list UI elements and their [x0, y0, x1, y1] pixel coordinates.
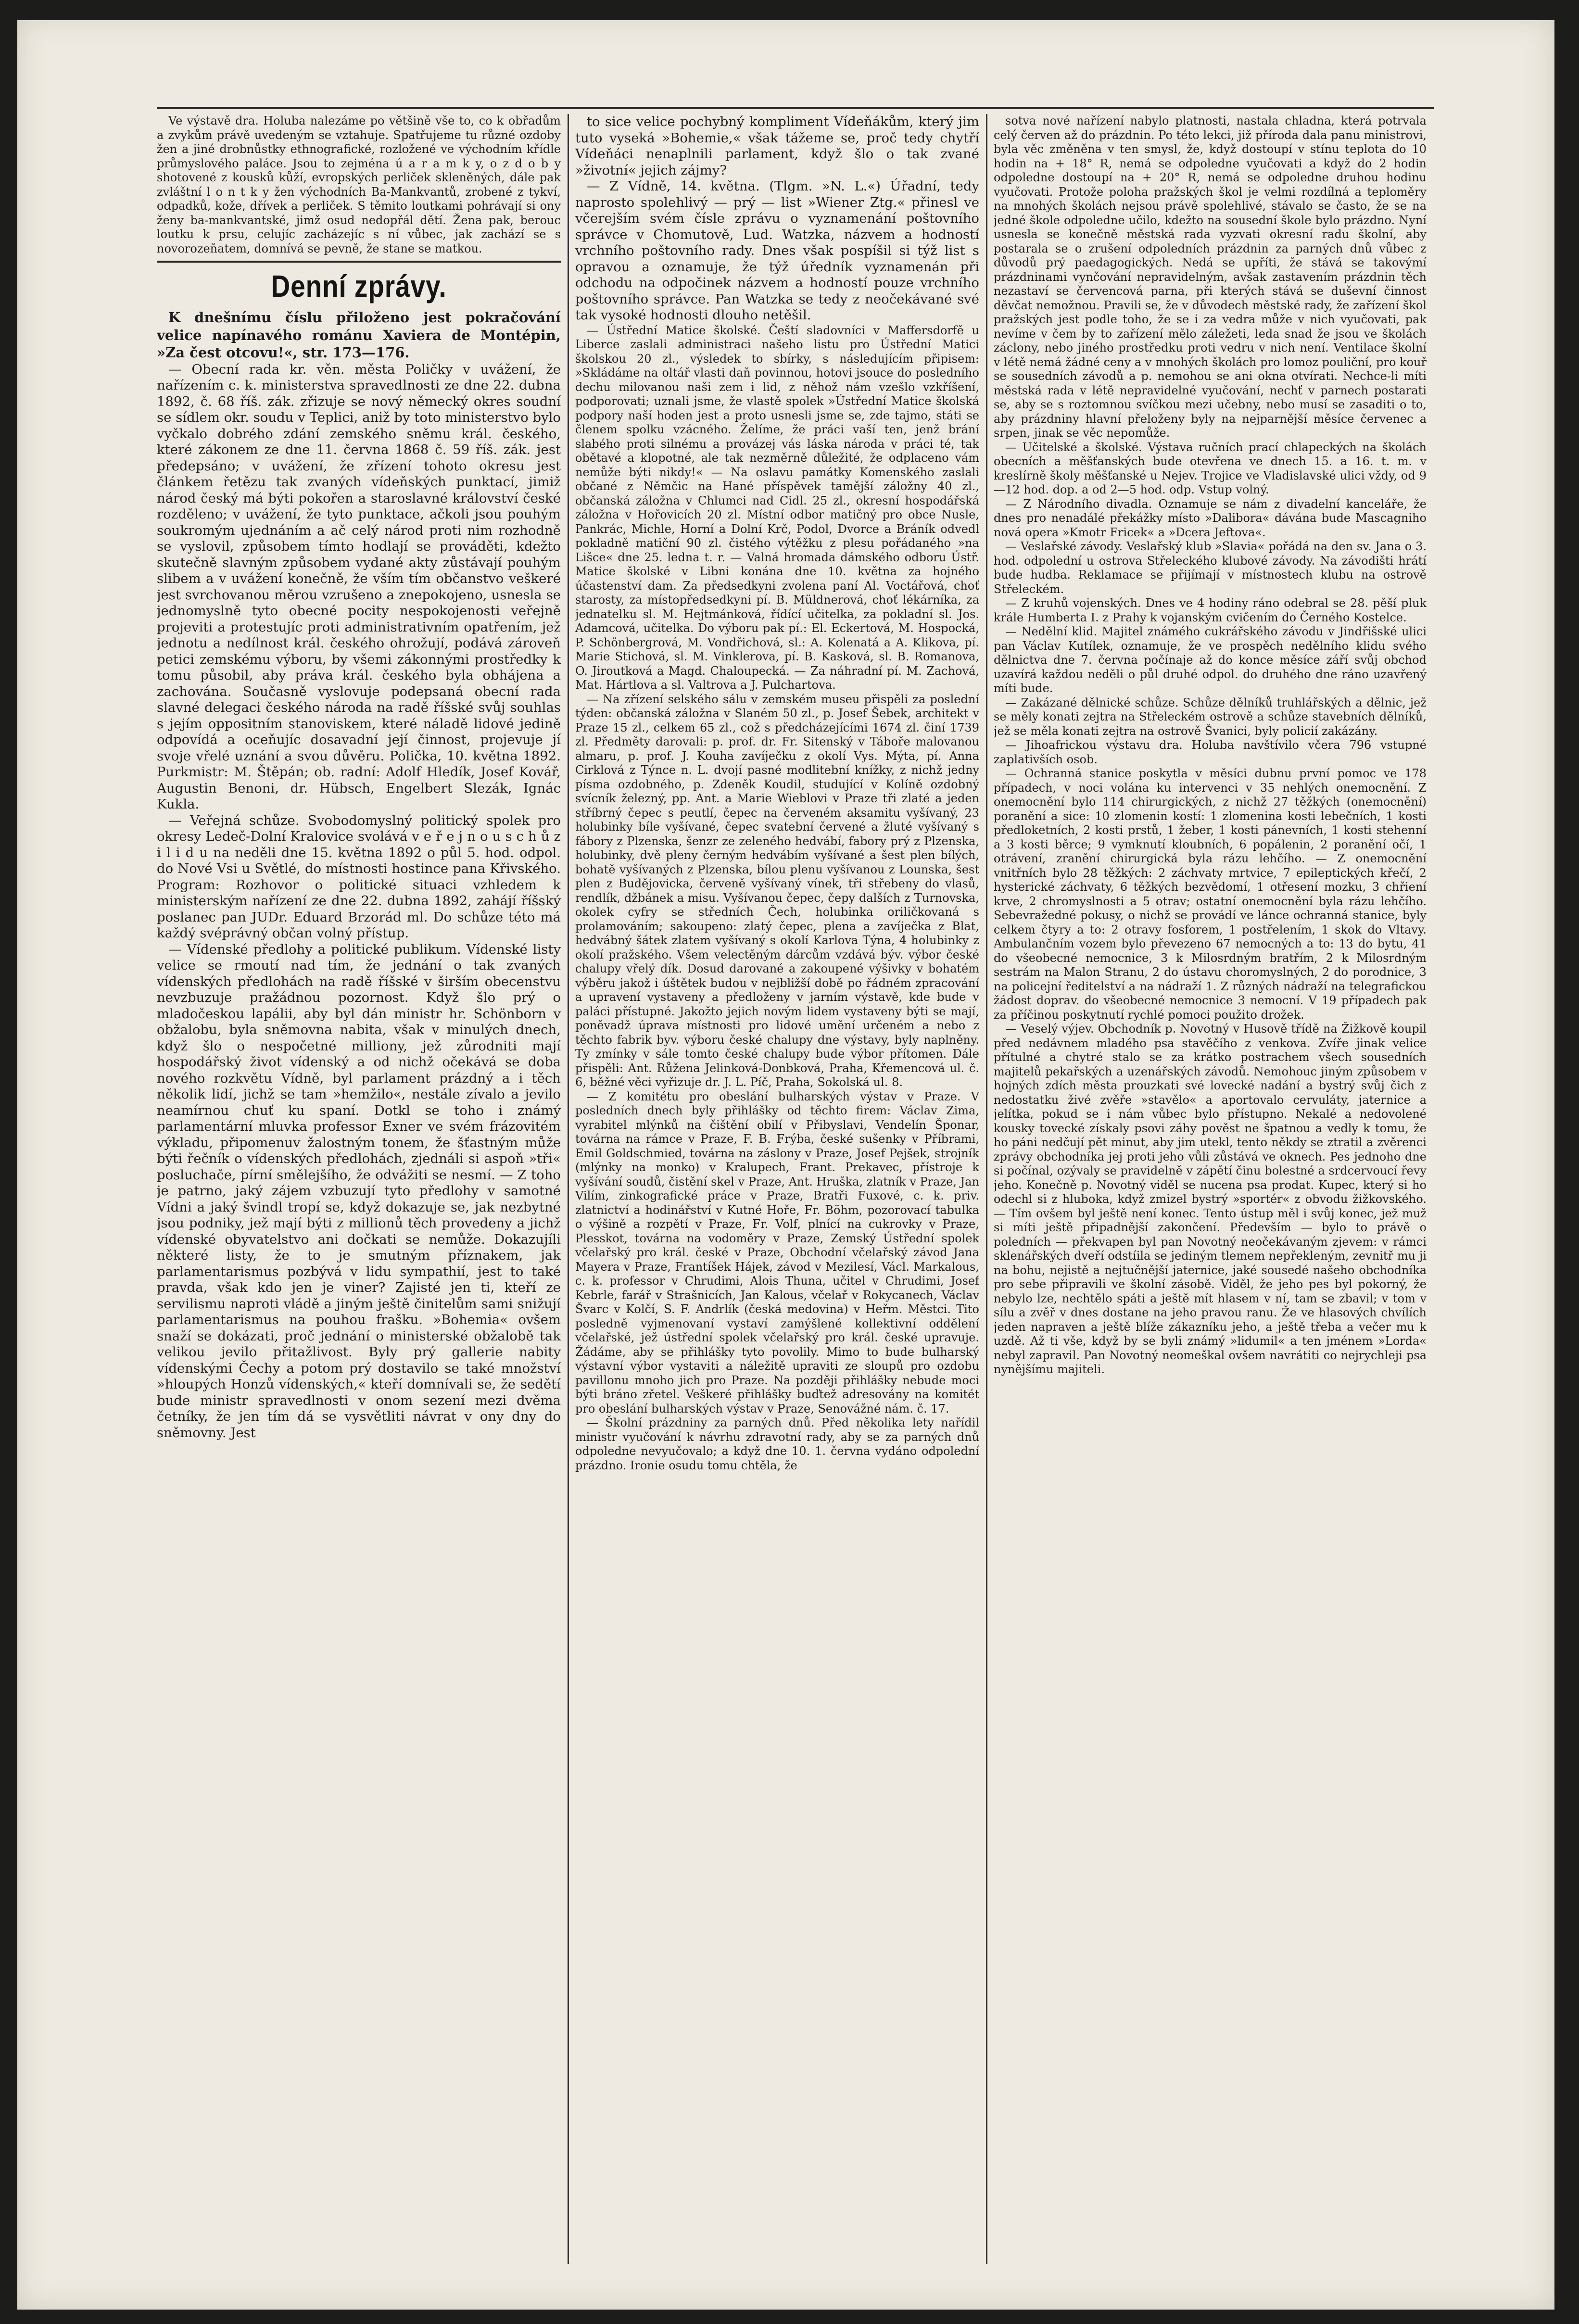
- paragraph: to sice velice pochybný kompliment Vídeňákům, který jim tuto vyseká »Bohemie,« však tážeme se, proč tedy chytří Vídeňáci nenaplnili parlament, když šlo o tak zvané »životní« jejich zájmy?: [575, 114, 979, 178]
- paragraph: — Veslařské závody. Veslařský klub »Slavia« pořádá na den sv. Jana o 3. hod. odpolední u ostrova Střeleckého klubové závody. Na závodišti hrátí bude hudba. Reklamace se přijímají v místnostech klubu na ostrově Střeleckém.: [994, 540, 1427, 596]
- paragraph: — Zakázané dělnické schůze. Schůze dělníků truhlářských a dělnic, jež se měly konati zejtra na Střeleckém ostrově a schůze stavebních dělníků, jež se měla konati zejtra na ostrově Švanici, byly policií zakázány.: [994, 695, 1427, 738]
- paragraph: — Školní prázdniny za parných dnů. Před několika lety nařídil ministr vyučování k návrhu zdravotní rady, aby se za parných dnů odpoledne nevyučovalo; a když dne 10. 1. června vydáno odpolední prázdno. Ironie osudu tomu chtěla, že: [575, 1416, 979, 1472]
- top-rule: [157, 107, 1434, 109]
- paragraph: — Z Národního divadla. Oznamuje se nám z divadelní kanceláře, že dnes pro nenadálé překážky místo »Dalibora« dávána bude Mascagniho nová opera »Kmotr Fricek« a »Dcera Jeftova«.: [994, 497, 1427, 539]
- column-divider: [568, 114, 569, 2264]
- paragraph: — Na zřízení selského sálu v zemském museu přispěli za poslední týden: občanská záložna v Slaném 50 zl., p. Josef Šebek, architekt v Praze 15 zl., celkem 65 zl., což s předcházejícími 1674 zl. činí 1739 zl. Předměty darovali: p. prof. dr. Fr. Sitenský v Táboře malovanou almaru, p. prof. J. Kouha zavíječku z okolí Vys. Mýta, pí. Anna Cirklová z Týnce n. L. dvojí pasné modlitební knížky, z nichž jedny písma ozdobného, p. Zdeněk Koudil, studující v Kolíně ozdobný svícník železný, pp. Ant. a Marie Wieblovi v Praze tři zlaté a jeden stříbrný čepec s peutlí, čepec na červeném aksamitu vyšívaný, 23 holubinky bíle vyšívané, čepec svatební červené a žluté vyšívaný s fábory z Plzenska, šenzr ze zeleného hedvábí, fabory prý z Plzenska, holubinky, dvě pleny černým hedvábím vyšívané a šest plen bílých, bohatě vyšívaných z Plzenska, bílou plenu vyšívanou z Lounska, šest plen z Budějovicka, červeně vyšívaný vínek, tři střebeny do vlasů, rendlík, džbánek a misu. Vyšívanou čepec, čepy dalších z Turnovska, okolek cyfry se středních Čech, holubinka oriličkovaná s prolamováním; sakoupeno: zlatý čepec, plena a zavíječka z Blat, hedvábný šátek zlatem vyšívaný s okolí Karlova Týna, 4 holubinky z okolí pražského. Všem velectěným dárcům vzdává býv. výbor české chalupy vřelý dík. Dosud darované a zakoupené výšivky v bohatém výběru jakož i úštětek budou v nejbližší době po řádném zpracování a upravení vystaveny a předloženy v jarním výstavě, kde bude v paláci přístupné. Jakožto jejich novým lidem vystaveny býti se mají, poněvadž úprava místnosti pro lidové umění určeném a nebo z těchto fabrik byv. výboru české chalupy dne výstavy, byly naplněny. Ty zmínky v sále tomto české chalupy bude výbor přítomen. Dále přispěli: Ant. Růžena Jelinková-Donbková, Praha, Křemencová ul. č. 6, běžné věci vyřizuje dr. J. L. Píč, Praha, Sokolská ul. 8.: [575, 692, 979, 1089]
- newspaper-page: [17, 15, 1554, 2310]
- paragraph: — Z kruhů vojenských. Dnes ve 4 hodiny ráno odebral se 28. pěší pluk krále Humberta I. z Prahy k vojanským cvičením do Černého Kostelce.: [994, 596, 1427, 624]
- column-divider: [986, 114, 987, 2264]
- paragraph: — Z Vídně, 14. května. (Tlgm. »N. L.«) Úřadní, tedy naprosto spolehlivý — prý — list »Wiener Ztg.« přinesl ve včerejším svém čísle zprávu o vyznamenání poštovního správce v Chomutově, Lud. Watzka, názvem a hodností vrchního poštovního rady. Dnes však pospíšil si týž list s opravou a oznamuje, že týž úředník vyznamenán při odchodu na odpočinek názvem a hodností pouze vrchního poštovního správce. Pan Watzka se tedy z neočekávané své tak vysoké hodnosti dlouho netěšil.: [575, 178, 979, 323]
- paragraph: — Ochranná stanice poskytla v měsíci dubnu první pomoc ve 178 případech, v noci volána ku intervenci v 35 nehlých onemocnění. Z onemocnění bylo 114 chirurgických, z nichž 27 těžkých (onemocnění) poranění a sice: 10 zlomenin kostí: 1 zlomenina kosti lebečních, 1 kosti předloketních, 2 kosti prstů, 1 žeber, 1 kosti pánevních, 1 kosti stehenní a 3 kosti běrce; 9 vymknutí kloubních, 6 popálenin, 2 poranění očí, 1 otrávení, zranění chirurgická byla rázu lehčího. — Z onemocnění vnitřních bylo 28 těžkých: 2 záchvaty mrtvice, 7 epileptických křečí, 2 hysterické záchvaty, 6 těžkých bezvědomí, 1 otřesení mozku, 3 chřiení krve, 2 chromyslnosti a 5 otrav; ostatní onemocnění byla rázu lehčího. Sebevražedné pokusy, o nichž se provádí ve lánce ochranná stanice, byly celkem čtyry a to: 2 otravy fosforem, 1 postřelením, 1 skok do Vltavy. Ambulančním vozem bylo převezeno 67 nemocných a to: 13 do bytu, 41 do všeobecné nemocnice, 3 k Milosrdným bratřím, 2 k Milosrdným sestrám na Malon Stranu, 2 do ústavu choromyslných, 2 do porodnice, 3 na policejní ředitelství a na nádraží 1. Z různých nádraží na telegrafickou žádost doprav. do všeobecné nemocnice 3 nemocní. V 19 případech pak za příčinou poskytnutí rychlé pomoci použito drožek.: [994, 767, 1427, 1022]
- paragraph: sotva nové nařízení nabylo platnosti, nastala chladna, která potrvala celý červen až do prázdnin. Po této lekci, již příroda dala panu ministrovi, byla věc změněna v ten smysl, že, když dostoupí v stínu teplota do 10 hodin na + 18° R, nemá se odpoledne vyučovati a když do 2 hodin odpoledne dostoupí na + 20° R, nemá se odpoledne druhou hodinu vyučovati. Protože poloha pražských škol je velmi rozdílná a teploměry na mnohých školách nejsou právě spolehlivé, stávalo se často, že se na jedné škole odpoledne učilo, kdežto na sousední škole bylo prázdno. Nyní usnesla se konečně městská rada vyzvati okresní radu školní, aby postarala se o zrušení odpoledních prázdnin za parných dnů vůbec z důvodů prý paedagogických. Nedá se upříti, že stává se takovýmí prázdninami vynčování nepravidelným, avšak zastavením prázdnin těch nezastaví se červencová parna, při kterých stává se duševní činnost děvčat nemožnou. Pravili se, že v důvodech městské rady, že zařízení škol pražských jest podle toho, že se i za vedra může v nich vyučovati, pak nevíme v čem by to zařízení mělo záležeti, leda snad že jsou ve školách záclony, nebo jiného prostředku proti vedru v nich není. Ventilace školní v létě nemá žádné ceny a v mnohých školách pro lomoz pouliční, pro kouř se sousedních závodů a p. nemohou se ani okna otvírati. Nechce-li míti městská rada v létě nepravidelné vyučování, nechť v parnech postarati se, aby se s roztomnou svíčkou mezi učebny, nebo musí se zasaditi o to, aby prázdniny hlavní přeloženy byly na nejparnější měsíce červenec a srpen, jinak se věc nepomůže.: [994, 114, 1427, 440]
- paragraph: K dnešnímu číslu přiloženo jest pokračování velice napínavého románu Xaviera de Montépin, »Za čest otcovu!«, str. 173—176.: [157, 309, 561, 361]
- paragraph: — Obecní rada kr. věn. města Poličky v uvážení, že nařízením c. k. ministerstva spravedlnosti ze dne 22. dubna 1892, č. 68 říš. zák. zřizuje se nový německý okres soudní se sídlem okr. soudu v Teplici, aniž by toto ministerstvo bylo vyčkalo dobrého zdání zemského sněmu král. českého, které zákonem ze dne 11. června 1868 č. 59 říš. zák. jest předepsáno; v uvážení, že zřízení tohoto okresu jest článkem řetězu tak zvaných vídeňských punktací, jimiž národ český má býti pokořen a staroslavné království české rozděleno; v uvážení, že tyto punktace, ačkoli jsou pouhým soukromým ujednáním a ač celý národ proti nim rozhodně se vyslovil, způsobem tímto hodlají se prováděti, kdežto skutečně slavným způsobem vydané akty zůstávají pouhým slibem a v uvážení konečně, že vším tím občanstvo veškeré jest svrchovanou měrou vzrušeno a znepokojeno, usnesla se jednomyslně tyto obecné pocity nespokojenosti veřejně projeviti a protestujíc proti administrativním opatřením, jež jednotu a nedílnost král. českého ohrožují, podává zároveň petici zemskému výboru, by všemi zákonnými prostředky k tomu působil, aby práva král. českého byla obhájena a zachována. Současně vyslovuje podepsaná obecní rada slavné delegaci českého národa na radě říšské svůj souhlas s jejím oppositním stanoviskem, které náladě lidové jedině odpovídá a oceňujíc dosavadní její činnost, projevuje jí svoje vřelé uznání a svou důvěru. Polička, 10. května 1892. Purkmistr: M. Štěpán; ob. radní: Adolf Hledík, Josef Kovář, Augustin Benoni, dr. Hübsch, Engelbert Slezák, Ignác Kukla.: [157, 361, 561, 812]
- column-3: [994, 114, 1427, 2264]
- paragraph: — Z komitétu pro obeslání bulharských výstav v Praze. V posledních dnech byly přihlášky od těchto firem: Václav Zima, vyrabitel mlýnků na čištění obilí v Přibyslavi, Vendelín Šponar, továrna na rámce v Praze, F. B. Frýba, české sušenky v Příbrami, Emil Goldschmied, továrna na záslony v Praze, Josef Pejšek, strojník (mlýnky na monko) v Kralupech, Frant. Prekavec, přístroje k vyšívání soudů, čistění skel v Praze, Ant. Hruška, zlatník v Praze, Jan Vilím, zinkografické práce v Praze, Bratři Fuxové, c. k. priv. zlatnictví a hodinářství v Kutné Hoře, Fr. Böhm, pozorovací tabulka o výšině a rozpětí v Praze, Fr. Volf, plnící na cukrovky v Praze, Plesskot, továrna na vodoměry v Praze, Zemský Ústřední spolek včelařský pro král. české v Praze, Obchodní včelařský závod Jana Mayera v Praze, Frantíšek Hájek, závod v Mezilesí, Václ. Markalous, c. k. professor v Chrudimi, Alois Thuna, učitel v Chrudimi, Josef Kebrle, farář v Strašnicích, Jan Kalous, včelař v Rokycanech, Václav Švarc v Kolčí, S. F. Andrlík (česká medovina) v Heřm. Městci. Tito posledně vyjmenovaní vystaví zamýšlené kollektivní oddělení včelařské, jež ústřední spolek včelařský pro král. české upravuje. Žádáme, aby se přihlášky tyto povolily. Mimo to bude bulharský výstavní výbor vystaviti a náležitě upraviti ze sloupů pro ozdobu pavillonu mnoho jich pro Praze. Na později přihlášky nebude moci býti bráno zřetel. Veškeré přihlášky buďtež adresovány na komitét pro obeslání bulharských výstav v Praze, Senovážné nám. č. 17.: [575, 1089, 979, 1415]
- section-heading: Denní zprávy.: [271, 269, 447, 303]
- section-rule: [157, 261, 561, 263]
- paragraph: — Ústřední Matice školské. Čeští sladovníci v Maffersdorfě u Liberce zaslali administraci našeho listu pro Ústřední Matici školskou 20 zl., výsledek to sbírky, s následujícím připisem: »Skládáme na oltář vlasti daň povinnou, hotovi jsouce do posledního dechu milovanou naši zem i lid, z něhož nám vzešlo vzkříšení, podporovati; uznali jsme, že vlastě spolek »Ústřední Matice školská podpory naší hoden jest a proto usnesli jsme se, zde tajmo, státi se členem spolku vzácného. Želíme, že práci vaší ten, jenž brání slabého proti silnému a provázej vás láska národa v práci té, tak obětavé a klopotné, ale tak nezměrně důležité, že odplaceno vám nemůže býti nikdy!« — Na oslavu památky Komenského zaslali občané z Němčic na Hané příspěvek tamější záložny 40 zl., občanská záložna v Chlumci nad Cidl. 25 zl., okresní hospodářská záložna v Hořovicích 20 zl. Místní odbor matičný pro obce Nusle, Pankrác, Michle, Horní a Dolní Krč, Podol, Dvorce a Bráník odvedl pokladně matiční 90 zl. čistého výtěžku z plesu pořádaného »na Lišce« dne 25. ledna t. r. — Valná hromada dámského odboru Ústř. Matice školské v Libni konána dne 10. května za hojného účastenství dam. Za předsedkyni zvolena paní Al. Voctářová, choť starosty, za místopředsedkyni pí. B. Müldnerová, choť lékárníka, za jednatelku sl. M. Hejtmánková, řídící učitelka, za pokladní sl. Jos. Adamcová, učitelka. Do výboru pak pí.: El. Eckertová, M. Hospocká, P. Schönbergrová, M. Vondřichová, sl.: A. Kolenatá a A. Klikova, pí. Marie Stichová, sl. M. Vinklerova, pí. B. Kasková, sl. B. Romanova, O. Jiroutková a Magd. Chaloupecká. — Za náhradní pí. M. Zachová, Mat. Hártlova a sl. Valtrova a J. Pulchartova.: [575, 323, 979, 692]
- page-edge: [17, 15, 1554, 20]
- column-1: [157, 114, 561, 2264]
- paragraph: Ve výstavě dra. Holuba nalezáme po většině vše to, co k obřadům a zvykům právě uvedeným se vztahuje. Spatřujeme tu různé ozdoby žen a jiné drobnůstky ethnografické, rozložené ve východním křídle průmyslového paláce. Jsou to zejména ú a r a m k y, o z d o b y shotovené z kousků kůží, evropských perliček skleněných, dále pak zvláštní l o n t k y žen východních Ba-Mankvantů, zrobené z tykví, odpadků, kože, dřívek a perliček. S těmito loutkami pohrávají si ony ženy ba-mankvantské, jimž osud nedopřál dětí. Žena pak, berouc loutku k prsu, celujíc zacházejíc s ní vůbec, jak zachází se s novorozeňatem, domnívá se pevně, že stane se matkou.: [157, 114, 561, 255]
- paragraph: — Veselý výjev. Obchodník p. Novotný v Husově třídě na Žižkově koupil před nedávnem mladého psa stavěčího z venkova. Zvíře jinak velice přítulné a chytré stalo se za krátko postrachem všech sousedních majitelů pekařských a uzenářských závodů. Nemohouc jiným způsobem v hojných zdích města prouzkati své lovecké nadání a bystrý svůj čich z nedostatku živé zvěře »stavělo« a aportovalo cervuláty, jaternice a jelítka, pokud se i nám vůbec bylo přístupno. Nekalé a nedovolené kousky tovecké získaly psovi záhy pověst ne špatnou a vedly k tomu, že ho páni nedčují pět minut, aby jim utekl, tento někdy se ztratil a zvěrenci zprávy obchodníka jej proti jeho vůli zůstává ve oknech. Pes jednoho dne si počínal, ozývaly se pravidelně v zápětí činu bolestné a srdcervoucí řevy jeho. Konečně p. Novotný viděl se nucena psa prodat. Kupec, který si ho odechl si z hluboka, když zmizel bystrý »sportér« z obvodu žižkovského. — Tím ovšem byl ještě není konec. Tento ústup měl i svůj konec, jež muž si míti ještě připadnější zakončení. Především — bylo to právě o poledních — překvapen byl pan Novotný neočekávaným zjevem: v rámci sklenářských dveří odstíila se jediným tlemem nepřekleným, zevnitř mu ji na bohu, nejistě a nejtučnější jaternice, jaké sousedé našeho obchodníka pro sebe připravili ve školní zásobě. Viděl, že jeho pes byl pokorný, že nebylo lze, nechtělo spáti a ještě mít hlasem v ní, tam se zbavil; v tom v sílu a zvěř v dnes dostane na jeho pravou ranu. Že ve hlasových chvílích jeden napraven a ještě blíže zákazníku jeho, a ještě třeba a večer mu k uzdě. Až ti vše, když by se byli známý »lidumil« a ten jménem »Lorda« nebyl zapravil. Pan Novotný neomeškal ovšem navrátiti co nejrychleji psa nynějšímu majiteli.: [994, 1022, 1427, 1376]
- paragraph: — Jihoafrickou výstavu dra. Holuba navštívilo včera 796 vstupné zaplativších osob.: [994, 738, 1427, 766]
- column-1-main-text: [157, 309, 561, 1441]
- paragraph: — Veřejná schůze. Svobodomyslný politický spolek pro okresy Ledeč-Dolní Kralovice svolává v e ř e j n o u s c h ů z i l i d u na neděli dne 15. května 1892 o půl 5. hod. odpol. do Nové Vsi u Světlé, do místnosti hostince pana Křivského. Program: Rozhovor o politické situaci vzhledem k ministerským nařízení ze dne 22. dubna 1892, zahájí říšský poslanec pan JUDr. Eduard Brzorád ml. Do schůze této má každý svéprávný občan volný přístup.: [157, 812, 561, 941]
- paragraph: — Nedělní klid. Majitel známého cukrářského závodu v Jindřišské ulici pan Václav Kutílek, oznamuje, že ve prospěch nedělního klidu svého dělnictva dne 7. června počínaje až do konce měsíce září svůj obchod uzavírá každou neděli o půl druhé odpol. do druhého dne ráno uzavřený míti bude.: [994, 625, 1427, 695]
- column-2: [575, 114, 979, 2264]
- column-1-top-text: [157, 114, 561, 256]
- paragraph: — Vídenské předlohy a politické publikum. Vídenské listy velice se rmoutí nad tím, že jednání o tak zvaných vídenských předlohách na radě říšské v širším obecenstvu nevzbuzuje pražádnou pozornost. Když šlo prý o mladočeskou lapálii, aby byl dán ministr hr. Schönborn v obžalobu, byla sněmovna nabita, však v minulých dnech, když šlo o nespočetné milliony, jež zůrodniti mají hospodářský život vídenský a od nichž očekává se doba nového rozkvětu Vídně, byl parlament prázdný a i těch několik lidí, jichž se tam »hemžilo«, nestále zívalo a jevilo neamírnou chuť ku spaní. Dotkl se toho i známý parlamentární mluvka professor Exner ve svém frázovitém výkladu, připomenuv žalostným tonem, že šťastným může býti řečník o vídenských předlohách, zjednáli si aspoň »tři« posluchače, pírní smělejšího, že odvážiti se nesmí. — Z toho je patrno, jaký zájem vzbuzují tyto předlohy v samotné Vídni a jaký švindl tropí se, když dokazuje se, jak nezbytné jsou podniky, jež mají býti z millionů těch provedeny a jichž vídenské obyvatelstvo ani dočkati se nemůže. Dokazujíli některé listy, že to je smutným příznakem, jak parlamentarismus pozbývá v lidu sympathií, jest to také pravda, však kdo jen je viner? Zajisté jen ti, kteří ze servilismu naproti vládě a jiným ještě činitelům sami snižují parlamentarismus na pouhou frašku. »Bohemia« ovšem snaží se dokázati, proč jednání o ministerské obžalobě tak velikou jevilo přitažlivost. Byly prý gallerie nabity vídenskými Čechy a potom prý dostavilo se také množství »hloupých Honzů vídenských,« kteří domnívali se, že sedětí bude ministr spravedlnosti v onom sezení mezi dvěma četníky, že jen tím dá se vysvětliti návrat v ony dny do sněmovny. Jest: [157, 941, 561, 1440]
- paragraph: — Učitelské a školské. Výstava ručních prací chlapeckých na školách obecních a měšťanských bude otevřena ve dnech 15. a 16. t. m. v kreslírně školy měšťanské u Nejev. Trojice ve Vladislavské ulici vždy, od 9—12 hod. dop. a od 2—5 hod. odp. Vstup volný.: [994, 440, 1427, 496]
